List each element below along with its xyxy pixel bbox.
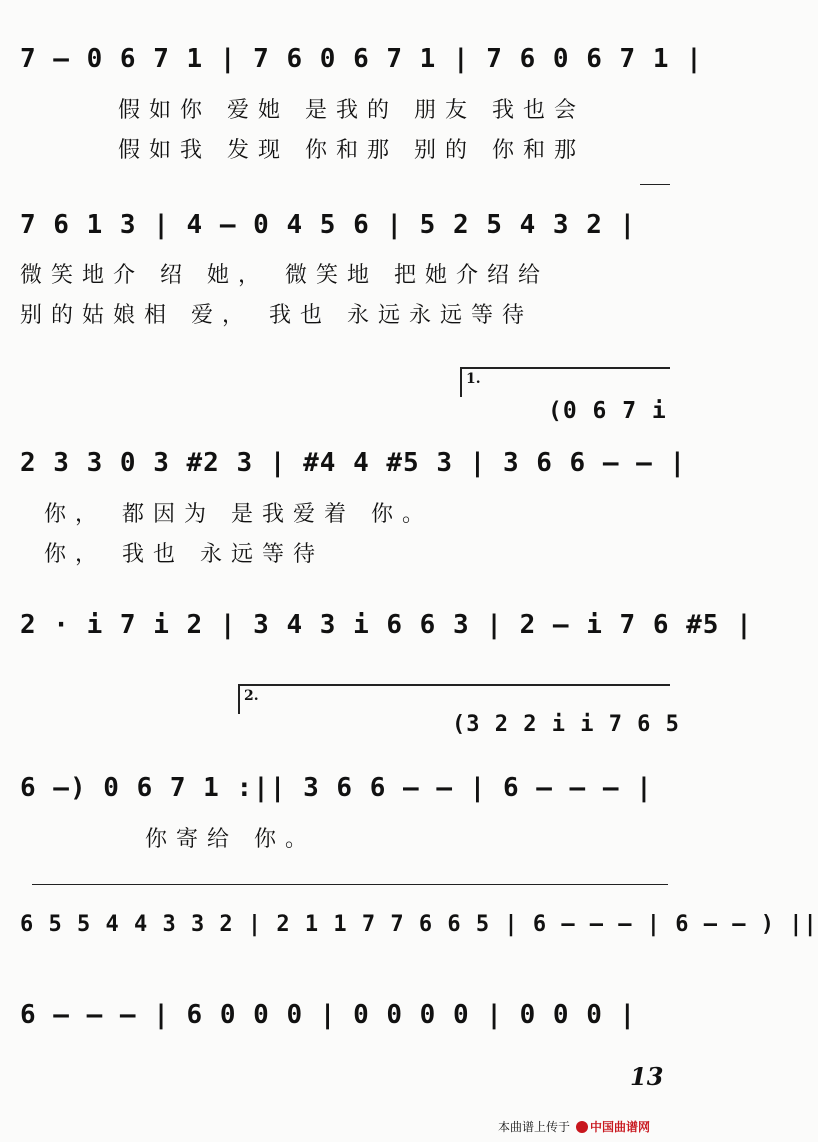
score-system-4-notes: 2 · i 7 i 2 | 3 4 3 i 6 6 3 | 2 — i 7 6 #5 | xyxy=(20,610,753,640)
site-logo-icon xyxy=(576,1121,588,1133)
first-ending-bracket-side xyxy=(460,367,462,397)
score-system-5-notes: 6 —) 0 6 7 1 :|| 3 6 6 — — | 6 — — — | xyxy=(20,773,653,803)
first-ending-label: 1. xyxy=(466,371,481,387)
score-system-5-pickup: (3 2 2 i i 7 6 5 xyxy=(452,712,680,737)
page-number: 13 xyxy=(630,1062,664,1091)
score-system-5-lyrics: 你寄给 你。 xyxy=(145,827,316,852)
score-system-2-lyrics-verse-1: 微笑地介 绍 她， 微笑地 把她介绍给 xyxy=(20,263,549,288)
score-system-1-lyrics-verse-1: 假如你 爱她 是我的 朋友 我也会 xyxy=(118,98,585,123)
second-ending-label: 2. xyxy=(244,688,259,704)
score-system-3-notes: 2 3 3 0 3 #2 3 | #4 4 #5 3 | 3 6 6 — — | xyxy=(20,448,687,478)
score-system-6-notes: 6 5 5 4 4 3 3 2 | 2 1 1 7 7 6 6 5 | 6 — — — | 6 — — ) || xyxy=(20,912,818,937)
score-system-2-notes: 7 6 1 3 | 4 — 0 4 5 6 | 5 2 5 4 3 2 | xyxy=(20,210,637,240)
slur-line xyxy=(32,884,668,885)
score-system-1-notes: 7 — 0 6 7 1 | 7 6 0 6 7 1 | 7 6 0 6 7 1 | xyxy=(20,44,703,74)
watermark-prefix: 本曲谱上传于 xyxy=(498,1120,571,1134)
score-system-3-lyrics-verse-2: 你， 我也 永远等待 xyxy=(44,542,324,567)
first-ending-bracket xyxy=(460,367,670,369)
second-ending-bracket-side xyxy=(238,684,240,714)
score-system-3-pickup: (0 6 7 i xyxy=(548,398,667,424)
tie-line xyxy=(640,184,670,185)
score-system-2-lyrics-verse-2: 别的姑娘相 爱， 我也 永远永远等待 xyxy=(20,303,533,328)
score-system-3-lyrics-verse-1: 你， 都因为 是我爱着 你。 xyxy=(44,502,433,527)
score-system-7-notes: 6 — — — | 6 0 0 0 | 0 0 0 0 | 0 0 0 | xyxy=(20,1000,637,1030)
score-system-1-lyrics-verse-2: 假如我 发现 你和那 别的 你和那 xyxy=(118,138,585,163)
upload-watermark xyxy=(498,1118,650,1135)
watermark-site: 中国曲谱网 xyxy=(590,1120,651,1134)
second-ending-bracket xyxy=(238,684,670,686)
